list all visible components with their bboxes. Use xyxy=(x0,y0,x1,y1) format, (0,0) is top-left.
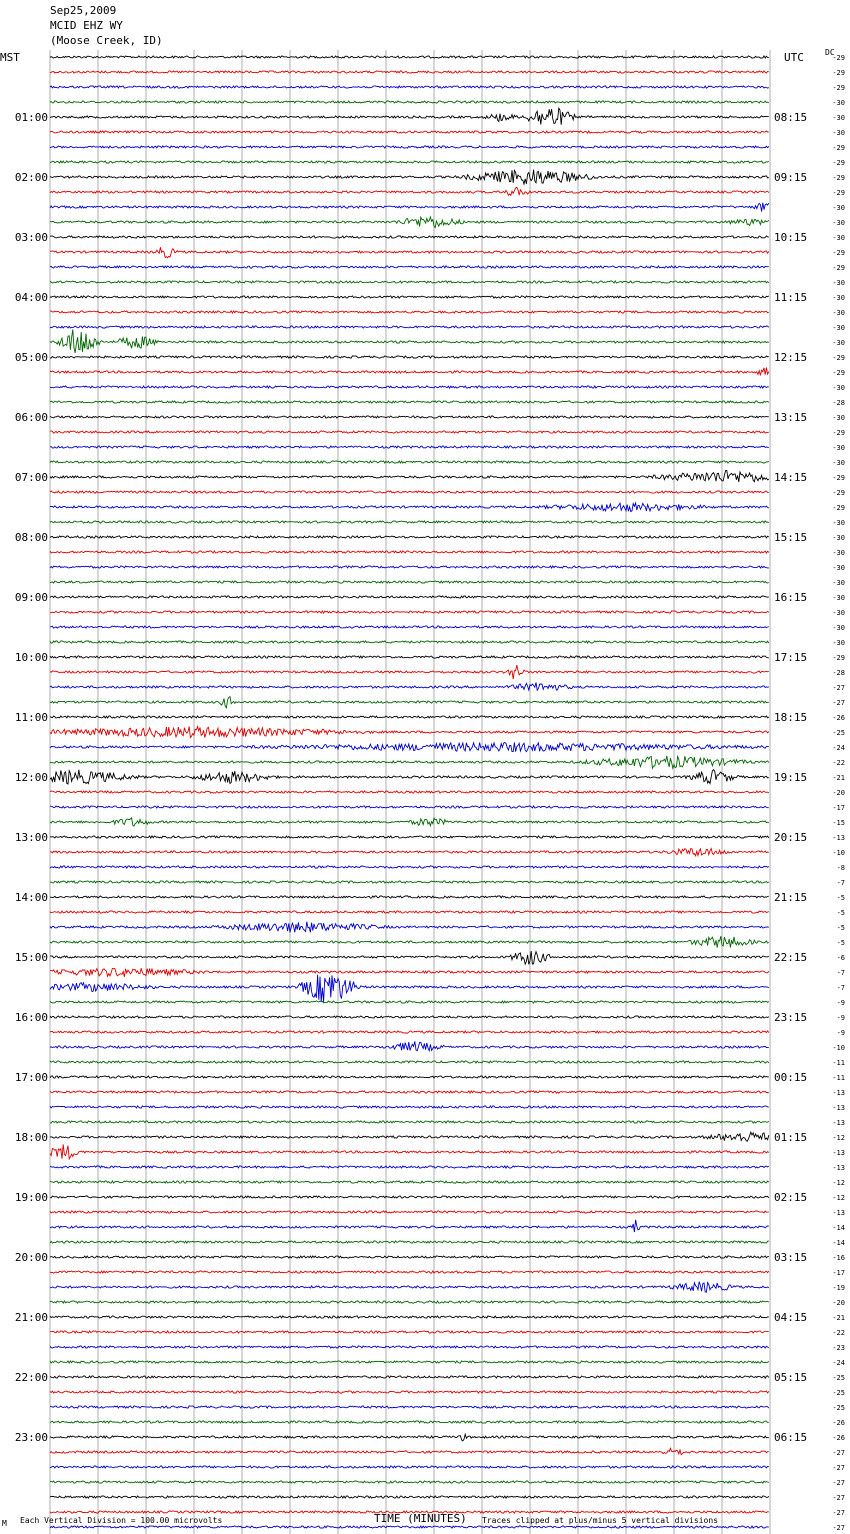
right-hour-label: 01:15 xyxy=(774,1131,808,1144)
dc-offset-label: -27 xyxy=(832,1479,845,1487)
trace-row-3 xyxy=(50,101,769,103)
dc-offset-label: -29 xyxy=(832,654,845,662)
trace-row-52 xyxy=(50,836,769,838)
dc-offset-label: -26 xyxy=(832,1434,845,1442)
trace-row-71 xyxy=(50,1121,769,1123)
trace-row-49 xyxy=(50,791,769,793)
dc-offset-label: -7 xyxy=(836,984,845,992)
trace-row-79 xyxy=(50,1241,769,1243)
trace-row-61 xyxy=(50,968,769,977)
dc-offset-label: -30 xyxy=(832,624,845,632)
trace-row-37 xyxy=(50,611,769,613)
dc-offset-label: -7 xyxy=(836,879,845,887)
left-hour-label: 12:00 xyxy=(14,771,48,784)
dc-offset-label: -14 xyxy=(832,1239,845,1247)
left-hour-label: 10:00 xyxy=(14,651,48,664)
trace-row-89 xyxy=(50,1391,769,1393)
left-hour-label: 23:00 xyxy=(14,1431,48,1444)
dc-offset-label: -29 xyxy=(832,369,845,377)
trace-row-26 xyxy=(50,446,769,448)
trace-row-94 xyxy=(50,1466,769,1468)
dc-offset-label: -27 xyxy=(832,1449,845,1457)
left-hour-label: 04:00 xyxy=(14,291,48,304)
trace-row-53 xyxy=(50,849,769,856)
trace-row-90 xyxy=(50,1406,769,1408)
right-hour-label: 23:15 xyxy=(774,1011,808,1024)
dc-offset-label: -30 xyxy=(832,204,845,212)
trace-row-10 xyxy=(50,203,769,212)
left-hour-label: 06:00 xyxy=(14,411,48,424)
dc-offset-label: -10 xyxy=(832,849,845,857)
dc-offset-label: -30 xyxy=(832,384,845,392)
dc-offset-label: -13 xyxy=(832,1149,845,1157)
dc-offset-label: -27 xyxy=(832,699,845,707)
dc-offset-label: -30 xyxy=(832,549,845,557)
right-hour-label: 22:15 xyxy=(774,951,808,964)
trace-row-13 xyxy=(50,247,769,258)
trace-row-28 xyxy=(50,471,769,483)
trace-row-7 xyxy=(50,161,769,163)
dc-offset-label: -30 xyxy=(832,639,845,647)
trace-row-63 xyxy=(50,1001,769,1003)
dc-offset-label: -19 xyxy=(832,1284,845,1292)
dc-offset-label: -22 xyxy=(832,1329,845,1337)
trace-row-66 xyxy=(50,1041,769,1051)
right-hour-label: 14:15 xyxy=(774,471,808,484)
dc-offset-label: -23 xyxy=(832,1344,845,1352)
trace-row-42 xyxy=(50,683,769,691)
trace-row-35 xyxy=(50,581,769,583)
trace-row-17 xyxy=(50,311,769,313)
dc-offset-label: -15 xyxy=(832,819,845,827)
dc-offset-label: -13 xyxy=(832,834,845,842)
right-hour-label: 05:15 xyxy=(774,1371,808,1384)
x-axis-title: TIME (MINUTES) xyxy=(374,1512,467,1525)
dc-offset-label: -29 xyxy=(832,54,845,62)
right-hour-label: 04:15 xyxy=(774,1311,808,1324)
trace-row-39 xyxy=(50,641,769,643)
chart-station: MCID EHZ WY xyxy=(50,19,123,32)
dc-offset-label: -29 xyxy=(832,69,845,77)
dc-offset-label: -13 xyxy=(832,1089,845,1097)
trace-row-81 xyxy=(50,1271,769,1273)
trace-row-69 xyxy=(50,1091,769,1093)
left-hour-label: 01:00 xyxy=(14,111,48,124)
dc-offset-label: -11 xyxy=(832,1074,845,1082)
dc-offset-label: -30 xyxy=(832,339,845,347)
dc-offset-label: -30 xyxy=(832,459,845,467)
dc-offset-label: -25 xyxy=(832,1389,845,1397)
dc-offset-label: -12 xyxy=(832,1179,845,1187)
trace-row-87 xyxy=(50,1361,769,1363)
right-hour-label: 18:15 xyxy=(774,711,808,724)
trace-row-98 xyxy=(50,1526,769,1528)
left-hour-label: 19:00 xyxy=(14,1191,48,1204)
dc-offset-label: -30 xyxy=(832,129,845,137)
left-hour-label: 07:00 xyxy=(14,471,48,484)
trace-row-45 xyxy=(50,727,769,738)
dc-offset-label: -13 xyxy=(832,1119,845,1127)
left-hour-label: 03:00 xyxy=(14,231,48,244)
dc-offset-label: -5 xyxy=(836,909,845,917)
right-hour-label: 09:15 xyxy=(774,171,808,184)
left-hour-label: 21:00 xyxy=(14,1311,48,1324)
left-hour-label: 08:00 xyxy=(14,531,48,544)
trace-row-43 xyxy=(50,697,769,708)
dc-offset-label: -27 xyxy=(832,684,845,692)
trace-row-95 xyxy=(50,1481,769,1483)
trace-row-33 xyxy=(50,551,769,553)
trace-row-4 xyxy=(50,108,769,125)
trace-row-77 xyxy=(50,1211,769,1213)
chart-date: Sep25,2009 xyxy=(50,4,117,17)
dc-offset-label: -9 xyxy=(836,1029,845,1037)
dc-offset-label: -27 xyxy=(832,1524,845,1532)
trace-row-88 xyxy=(50,1376,769,1378)
left-hour-label: 16:00 xyxy=(14,1011,48,1024)
right-hour-label: 16:15 xyxy=(774,591,808,604)
trace-row-55 xyxy=(50,881,769,883)
trace-row-70 xyxy=(50,1106,769,1108)
left-hour-label: 20:00 xyxy=(14,1251,48,1264)
right-hour-label: 00:15 xyxy=(774,1071,808,1084)
left-hour-label: 22:00 xyxy=(14,1371,48,1384)
footer-scale-note: Each Vertical Division = 100.00 microvolts xyxy=(20,1516,223,1525)
dc-offset-label: -30 xyxy=(832,609,845,617)
trace-row-19 xyxy=(50,330,769,353)
trace-row-57 xyxy=(50,911,769,913)
trace-row-5 xyxy=(50,131,769,133)
trace-row-31 xyxy=(50,521,769,523)
dc-offset-label: -11 xyxy=(832,1059,845,1067)
trace-row-96 xyxy=(50,1496,769,1498)
trace-row-65 xyxy=(50,1031,769,1033)
right-hour-label: 20:15 xyxy=(774,831,808,844)
dc-offset-label: -30 xyxy=(832,564,845,572)
footer-clip-note: Traces clipped at plus/minus 5 vertical divisions xyxy=(482,1516,719,1525)
trace-row-47 xyxy=(50,756,769,768)
right-hour-label: 11:15 xyxy=(774,291,808,304)
dc-offset-label: -29 xyxy=(832,429,845,437)
left-hour-label: 15:00 xyxy=(14,951,48,964)
trace-row-15 xyxy=(50,281,769,283)
right-timezone-label: UTC xyxy=(784,51,804,64)
trace-row-54 xyxy=(50,866,769,868)
right-hour-label: 06:15 xyxy=(774,1431,808,1444)
dc-offset-label: -29 xyxy=(832,354,845,362)
trace-row-51 xyxy=(50,818,769,826)
trace-row-18 xyxy=(50,326,769,328)
trace-row-27 xyxy=(50,461,769,463)
trace-row-30 xyxy=(50,503,769,512)
dc-offset-label: -30 xyxy=(832,534,845,542)
dc-offset-label: -29 xyxy=(832,489,845,497)
trace-row-44 xyxy=(50,716,769,718)
dc-offset-label: -30 xyxy=(832,414,845,422)
trace-row-29 xyxy=(50,491,769,493)
trace-row-48 xyxy=(50,770,769,784)
dc-offset-label: -26 xyxy=(832,1419,845,1427)
dc-offset-label: -30 xyxy=(832,444,845,452)
dc-offset-label: -9 xyxy=(836,1014,845,1022)
dc-offset-label: -25 xyxy=(832,1404,845,1412)
trace-row-86 xyxy=(50,1346,769,1348)
dc-offset-label: -29 xyxy=(832,84,845,92)
right-hour-label: 03:15 xyxy=(774,1251,808,1264)
trace-row-60 xyxy=(50,951,769,964)
dc-offset-label: -29 xyxy=(832,504,845,512)
left-hour-label: 13:00 xyxy=(14,831,48,844)
right-hour-label: 21:15 xyxy=(774,891,808,904)
dc-offset-label: -20 xyxy=(832,1299,845,1307)
trace-row-59 xyxy=(50,936,769,947)
right-hour-label: 10:15 xyxy=(774,231,808,244)
dc-offset-label: -25 xyxy=(832,729,845,737)
trace-row-11 xyxy=(50,217,769,228)
trace-row-8 xyxy=(50,170,769,184)
dc-offset-label: -12 xyxy=(832,1134,845,1142)
dc-offset-label: -13 xyxy=(832,1209,845,1217)
dc-offset-label: -27 xyxy=(832,1509,845,1517)
trace-row-40 xyxy=(50,656,769,658)
dc-offset-label: -30 xyxy=(832,114,845,122)
dc-offset-label: -24 xyxy=(832,744,845,752)
right-hour-label: 15:15 xyxy=(774,531,808,544)
trace-row-16 xyxy=(50,296,769,298)
dc-offset-label: -12 xyxy=(832,1194,845,1202)
trace-row-75 xyxy=(50,1181,769,1183)
trace-row-91 xyxy=(50,1421,769,1423)
trace-row-25 xyxy=(50,431,769,433)
trace-row-32 xyxy=(50,536,769,538)
dc-offset-label: -30 xyxy=(832,309,845,317)
trace-row-73 xyxy=(50,1144,769,1159)
trace-row-22 xyxy=(50,386,769,388)
dc-offset-label: -25 xyxy=(832,1374,845,1382)
trace-row-36 xyxy=(50,596,769,598)
trace-row-9 xyxy=(50,187,769,195)
trace-row-92 xyxy=(50,1434,769,1441)
footer-mark: M xyxy=(2,1519,7,1528)
left-hour-label: 02:00 xyxy=(14,171,48,184)
left-hour-label: 09:00 xyxy=(14,591,48,604)
dc-offset-label: -26 xyxy=(832,714,845,722)
dc-offset-label: -20 xyxy=(832,789,845,797)
right-hour-label: 19:15 xyxy=(774,771,808,784)
dc-offset-label: -29 xyxy=(832,474,845,482)
dc-offset-label: -14 xyxy=(832,1224,845,1232)
dc-offset-label: -30 xyxy=(832,519,845,527)
trace-row-2 xyxy=(50,86,769,88)
chart-location: (Moose Creek, ID) xyxy=(50,34,163,47)
dc-offset-label: -28 xyxy=(832,669,845,677)
trace-row-24 xyxy=(50,416,769,418)
dc-offset-label: -29 xyxy=(832,159,845,167)
dc-offset-label: -21 xyxy=(832,774,845,782)
right-hour-label: 08:15 xyxy=(774,111,808,124)
dc-offset-label: -30 xyxy=(832,579,845,587)
trace-row-58 xyxy=(50,922,769,933)
dc-offset-label: -27 xyxy=(832,1494,845,1502)
dc-offset-label: -21 xyxy=(832,1314,845,1322)
trace-row-64 xyxy=(50,1016,769,1018)
dc-offset-label: -8 xyxy=(836,864,845,872)
dc-offset-label: -30 xyxy=(832,234,845,242)
dc-offset-label: -28 xyxy=(832,399,845,407)
dc-offset-label: -7 xyxy=(836,969,845,977)
dc-offset-label: -30 xyxy=(832,99,845,107)
dc-offset-label: -30 xyxy=(832,279,845,287)
right-hour-label: 02:15 xyxy=(774,1191,808,1204)
trace-row-21 xyxy=(50,368,769,376)
trace-row-62 xyxy=(50,975,769,1002)
left-hour-label: 05:00 xyxy=(14,351,48,364)
dc-offset-label: -27 xyxy=(832,1464,845,1472)
trace-row-78 xyxy=(50,1220,769,1232)
left-hour-label: 14:00 xyxy=(14,891,48,904)
dc-offset-label: -29 xyxy=(832,264,845,272)
dc-offset-label: -24 xyxy=(832,1359,845,1367)
trace-row-85 xyxy=(50,1331,769,1333)
trace-row-1 xyxy=(50,71,769,73)
trace-row-84 xyxy=(50,1316,769,1318)
trace-row-93 xyxy=(50,1448,769,1455)
dc-offset-label: -6 xyxy=(836,954,845,962)
dc-offset-label: -13 xyxy=(832,1164,845,1172)
dc-offset-label: -29 xyxy=(832,174,845,182)
dc-offset-label: -29 xyxy=(832,189,845,197)
trace-row-38 xyxy=(50,626,769,628)
trace-row-68 xyxy=(50,1076,769,1078)
trace-row-12 xyxy=(50,236,769,238)
left-timezone-label: MST xyxy=(0,51,20,64)
right-hour-label: 12:15 xyxy=(774,351,808,364)
left-hour-label: 11:00 xyxy=(14,711,48,724)
dc-offset-label: -22 xyxy=(832,759,845,767)
dc-offset-label: -30 xyxy=(832,324,845,332)
trace-row-82 xyxy=(50,1282,769,1293)
trace-row-23 xyxy=(50,401,769,403)
trace-row-34 xyxy=(50,566,769,568)
dc-offset-label: -29 xyxy=(832,144,845,152)
trace-row-50 xyxy=(50,806,769,808)
dc-offset-label: -30 xyxy=(832,219,845,227)
dc-offset-label: -30 xyxy=(832,594,845,602)
dc-offset-label: -29 xyxy=(832,249,845,257)
dc-offset-label: -17 xyxy=(832,804,845,812)
dc-offset-label: -17 xyxy=(832,1269,845,1277)
dc-offset-label: -10 xyxy=(832,1044,845,1052)
dc-offset-label: -5 xyxy=(836,894,845,902)
trace-row-6 xyxy=(50,146,769,148)
dc-offset-label: -5 xyxy=(836,939,845,947)
trace-row-46 xyxy=(50,742,769,751)
dc-offset-label: -9 xyxy=(836,999,845,1007)
right-hour-label: 13:15 xyxy=(774,411,808,424)
dc-offset-label: -16 xyxy=(832,1254,845,1262)
trace-row-72 xyxy=(50,1132,769,1141)
right-hour-label: 17:15 xyxy=(774,651,808,664)
left-hour-label: 18:00 xyxy=(14,1131,48,1144)
dc-offset-label: -5 xyxy=(836,924,845,932)
trace-row-56 xyxy=(50,896,769,898)
trace-row-20 xyxy=(50,356,769,358)
trace-row-67 xyxy=(50,1061,769,1063)
trace-row-41 xyxy=(50,665,769,679)
trace-row-80 xyxy=(50,1256,769,1258)
dc-offset-label: -13 xyxy=(832,1104,845,1112)
trace-row-76 xyxy=(50,1196,769,1198)
trace-row-0 xyxy=(50,56,769,58)
trace-row-83 xyxy=(50,1301,769,1303)
dc-label: DC xyxy=(825,48,835,57)
left-hour-label: 17:00 xyxy=(14,1071,48,1084)
trace-row-74 xyxy=(50,1166,769,1168)
trace-row-14 xyxy=(50,266,769,268)
dc-offset-label: -30 xyxy=(832,294,845,302)
